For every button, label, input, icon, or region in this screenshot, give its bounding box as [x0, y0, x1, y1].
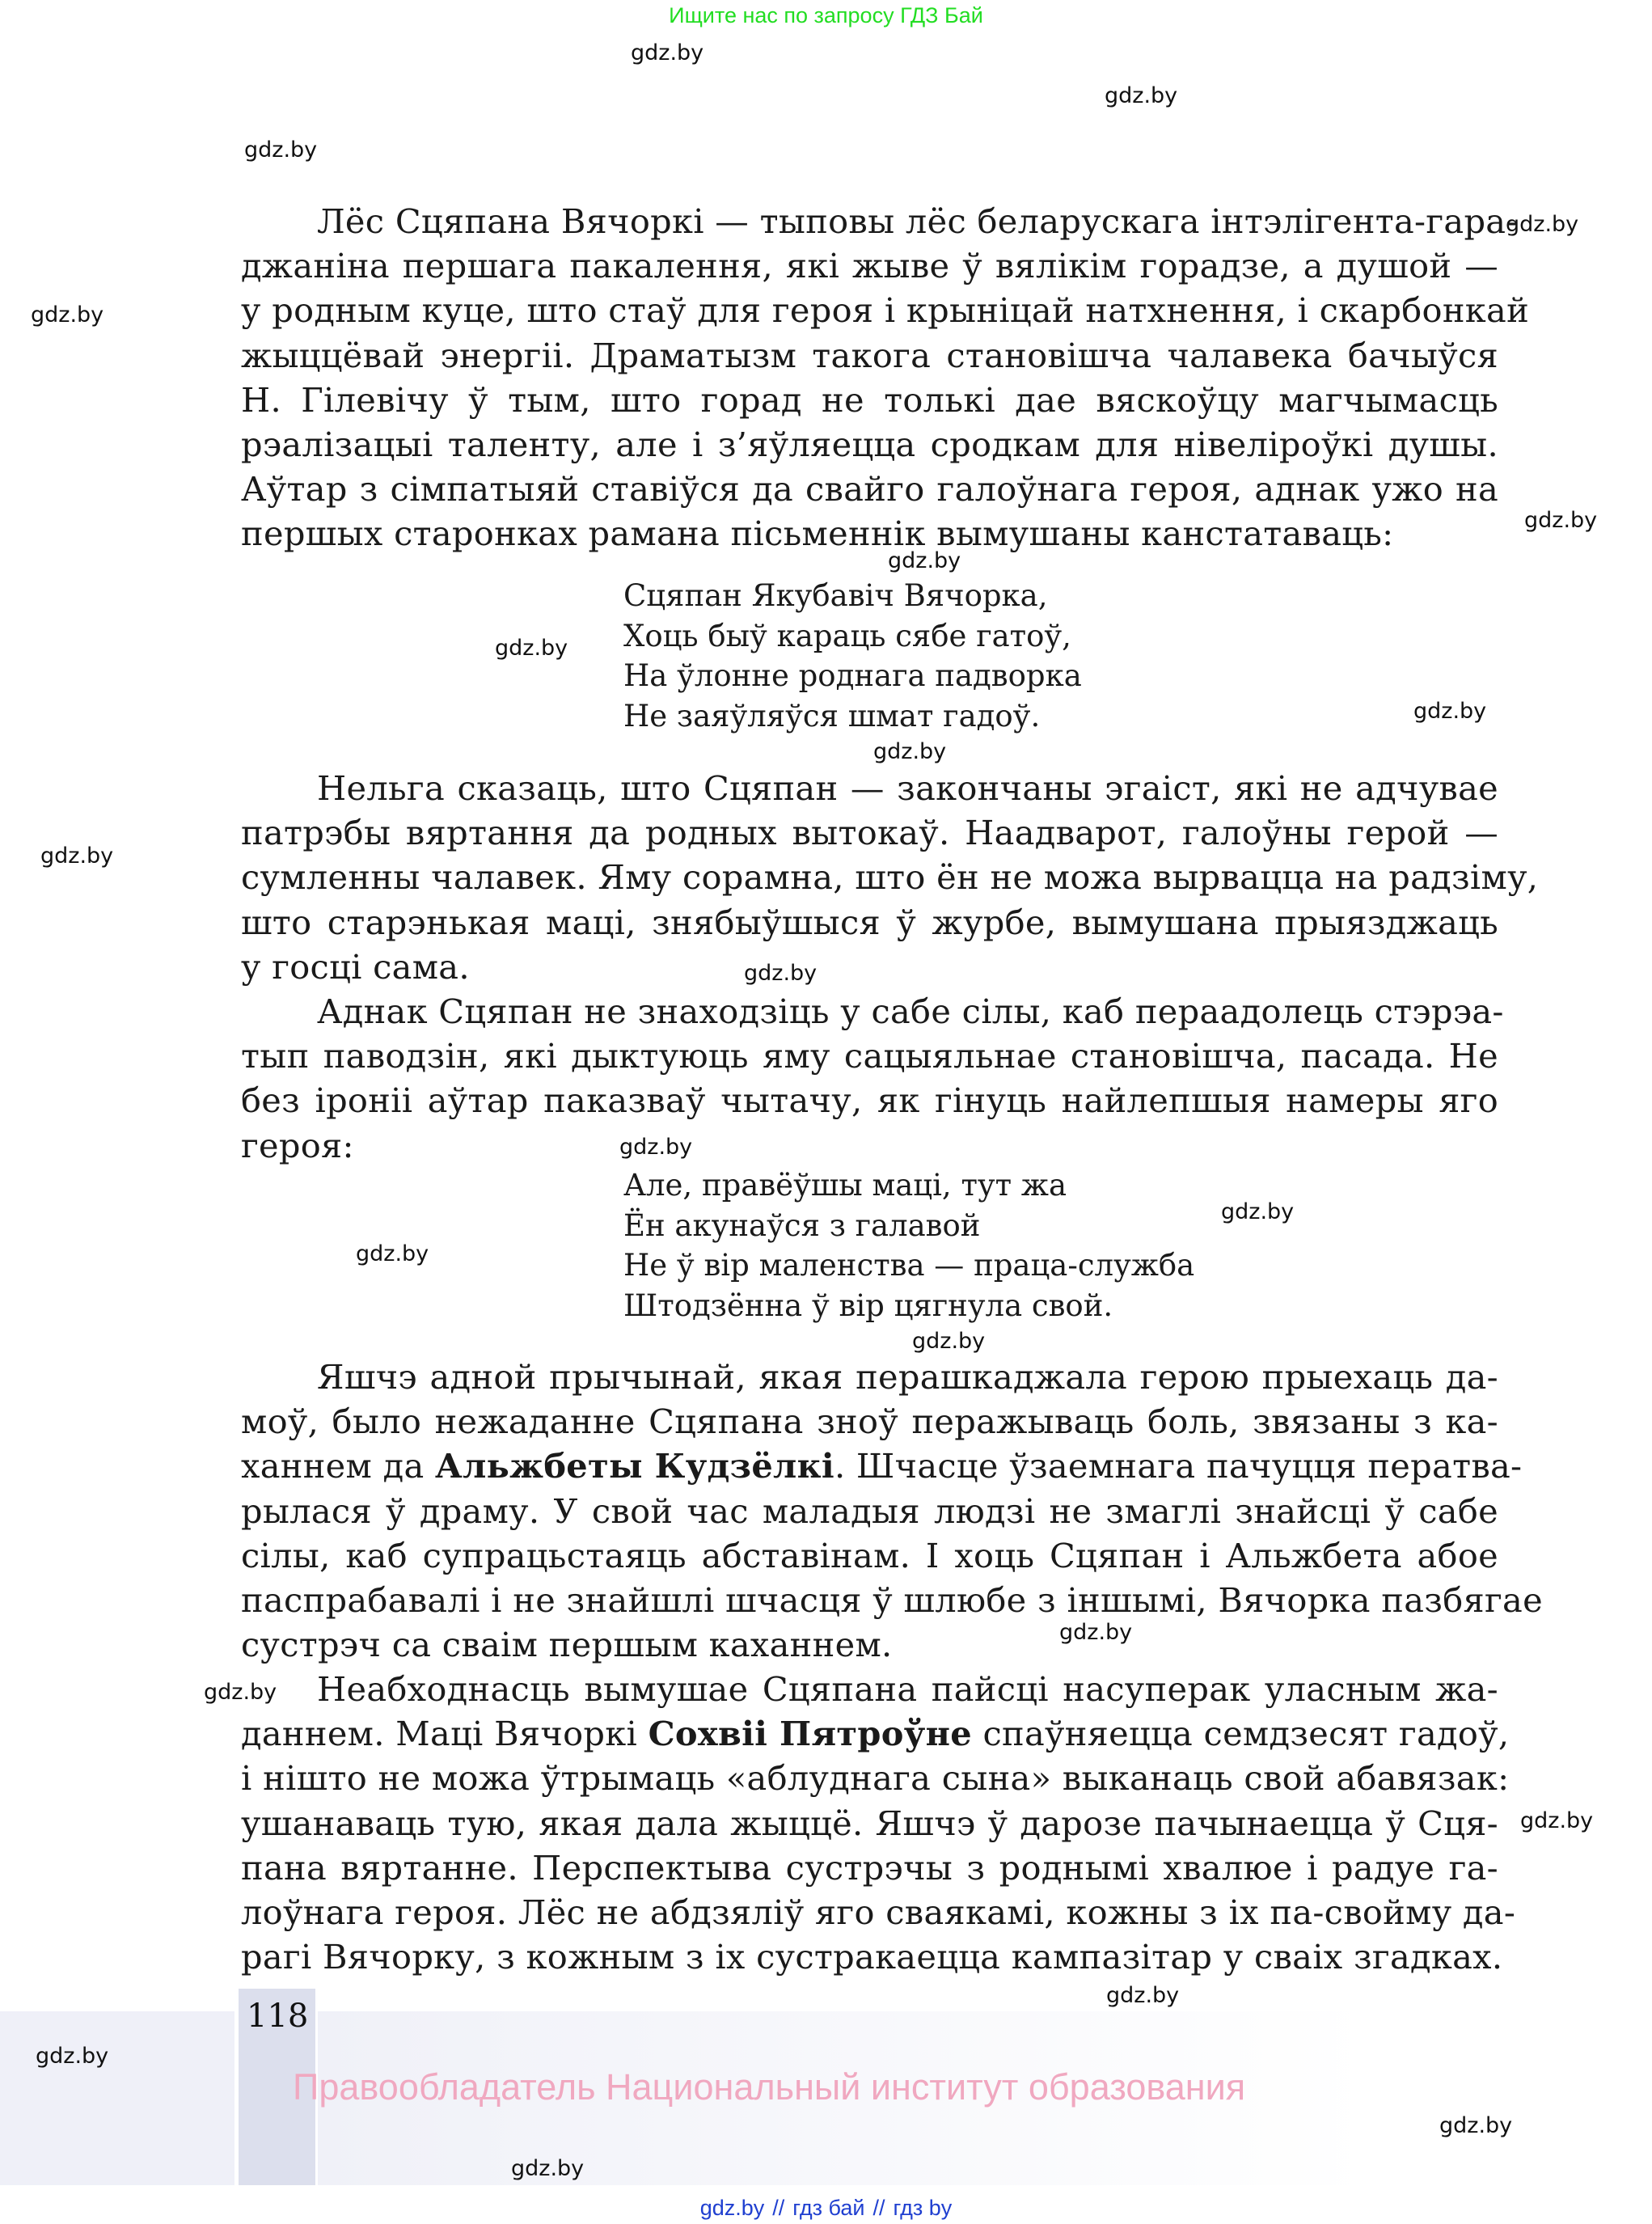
- character-name: Альжбеты Кудзёлкі: [434, 1446, 834, 1486]
- watermark: gdz.by: [1439, 2113, 1513, 2138]
- watermark: gdz.by: [1524, 508, 1598, 533]
- footer-band: [0, 2011, 234, 2185]
- link-gdz-by[interactable]: gdz.by: [699, 2196, 765, 2220]
- paragraph-2: Нельга сказаць, што Сцяпан — закончаны эгаіст, які не адчувае патрэбы вяртання да родных вытокаў. Наадварот, галоўны герой — сумленны чалавек. Яму сорамна, што ён не можа вырвацца на радзіму, што старэнькая маці, знябыўшыся ў журбе, вымушана прыязджаць у госці сама.: [241, 768, 1539, 987]
- bottom-links: gdz.by // гдз бай // гдз by: [699, 2196, 953, 2220]
- watermark: gdz.by: [873, 739, 947, 764]
- poem-quote-2: Але, правёўшы маці, тут жа Ён акунаўся з галавой Не ў вір маленства — праца-служба Штодзённа ў вір цягнула свой.: [623, 1168, 1195, 1323]
- watermark: gdz.by: [40, 844, 114, 869]
- watermark: gdz.by: [204, 1680, 277, 1705]
- watermark: gdz.by: [1506, 212, 1579, 237]
- watermark: gdz.by: [1221, 1199, 1295, 1224]
- watermark: gdz.by: [744, 961, 818, 986]
- search-banner[interactable]: Ищите нас по запросу ГДЗ Бай: [669, 3, 983, 27]
- watermark: gdz.by: [1413, 699, 1487, 724]
- character-name: Сохвіі Пятроўне: [648, 1714, 972, 1754]
- watermark: gdz.by: [1059, 1620, 1133, 1645]
- paragraph-3: Аднак Сцяпан не знаходзіць у сабе сілы, каб пераадолець стэрэа- тып паводзін, які дыктуюць яму сацыяльнае становішча, пасада. Не без іроніі аўтар паказваў чытачу, як гінуць найлепшыя намеры яго героя:: [241, 991, 1504, 1165]
- link-gdz-by-cyr[interactable]: гдз by: [893, 2196, 953, 2220]
- watermark: gdz.by: [511, 2156, 585, 2181]
- watermark: gdz.by: [888, 548, 961, 573]
- watermark: gdz.by: [619, 1135, 693, 1160]
- watermark: gdz.by: [631, 40, 704, 66]
- watermark: gdz.by: [495, 636, 568, 661]
- link-gdz-bai[interactable]: гдз бай: [792, 2196, 865, 2220]
- watermark: gdz.by: [1520, 1808, 1594, 1833]
- page-number: 118: [247, 1998, 309, 2035]
- watermark: gdz.by: [356, 1241, 429, 1266]
- watermark: gdz.by: [244, 137, 318, 163]
- paragraph-1: Лёс Сцяпана Вячоркі — тыповы лёс беларускага інтэлігента-гара- джаніна першага пакалення, які жыве ў вялікім горадзе, а душой — у родным куце, што стаў для героя і крыніцай натхнення, і скарбонкай жыццёвай энергіі. Драматызм такога становішча чалавека бачыўся Н. Гілевічу ў тым, што горад не толькі дае вяскоўцу магчымасць рэалізацыі таленту, але і з’яўляецца сродкам для нівеліроўкі душы. Аўтар з сімпатыяй ставіўся да свайго галоўнага героя, аднак ужо на першых старонках рамана пісьменнік вымушаны канстатаваць:: [241, 201, 1530, 554]
- paragraph-5: Неабходнасць вымушае Сцяпана пайсці насуперак уласным жа- даннем. Маці Вячоркі Сохвіі Пятроўне спаўняецца семдзесят гадоў, і нішто не можа ўтрымаць «аблуднага сына» выканаць свой абавязак: ушанаваць тую, якая дала жыццё. Яшчэ ў дарозе пачынаецца ў Сця- пана вяртанне. Перспектыва сустрэчы з роднымі хвалюе і радуе га- лоўнага героя. Лёс не абдзяліў яго сваякамі, кожны з іх па-свойму да- рагі Вячорку, з кожным з іх сустракаецца кампазітар у сваіх згадках.: [241, 1669, 1516, 1977]
- watermark: gdz.by: [912, 1329, 986, 1354]
- copyright-notice: Правообладатель Национальный институт образования: [293, 2066, 1246, 2108]
- watermark: gdz.by: [31, 302, 104, 328]
- watermark: gdz.by: [1106, 1983, 1180, 2008]
- paragraph-4: Яшчэ адной прычынай, якая перашкаджала герою прыехаць да- моў, было нежаданне Сцяпана зноў перажываць боль, звязаны з ка- ханнем да Альжбеты Кудзёлкі. Шчасце ўзаемнага пачуцця ператва- рылася ў драму. У свой час маладыя людзі не змаглі знайсці ў сабе сілы, каб супрацьстаяць абставінам. І хоць Сцяпан і Альжбета абое паспрабавалі і не знайшлі шчасця ў шлюбе з іншымі, Вячорка пазбягае сустрэч са сваім першым каханнем.: [241, 1357, 1543, 1665]
- poem-quote-1: Сцяпан Якубавіч Вячорка, Хоць быў караць сябе гатоў, На ўлонне роднага падворка Не заяўляўся шмат гадоў.: [623, 578, 1082, 734]
- watermark: gdz.by: [1105, 83, 1178, 108]
- watermark: gdz.by: [36, 2044, 109, 2069]
